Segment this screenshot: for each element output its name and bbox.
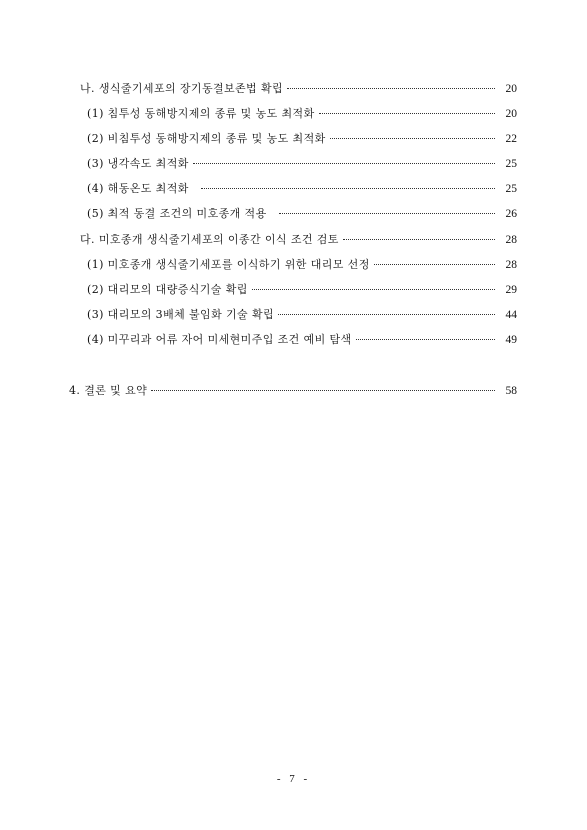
toc-entry-label: 4. 결론 및 요약	[69, 384, 148, 397]
toc-dot-leader	[287, 88, 495, 89]
toc-dot-leader	[151, 390, 495, 391]
toc-entry-page: 58	[505, 385, 517, 397]
toc-entry-section-da	[80, 231, 517, 249]
toc-entry-page: 20	[505, 108, 517, 120]
toc-entry-page: 49	[505, 334, 517, 346]
toc-entry-subsection	[87, 180, 517, 198]
toc-entry-subsection	[87, 105, 517, 123]
toc-entry-label: (4) 미꾸리과 어류 자어 미세현미주입 조건 예비 탐색	[87, 333, 352, 346]
toc-entry-page: 25	[505, 158, 517, 170]
toc-entry-page: 25	[505, 183, 517, 195]
toc-entry-page: 28	[505, 234, 517, 246]
toc-dot-leader	[279, 213, 495, 214]
toc-entry-chapter-4	[69, 382, 517, 400]
toc-dot-leader	[278, 314, 495, 315]
toc-entry-page: 28	[505, 259, 517, 271]
toc-entry-page: 44	[505, 309, 517, 321]
toc-dot-leader	[343, 239, 495, 240]
toc-dot-leader	[374, 264, 495, 265]
toc-dot-leader	[330, 138, 495, 139]
toc-dot-leader	[201, 188, 495, 189]
toc-entry-label: (2) 대리모의 대량증식기술 확립	[87, 283, 248, 296]
toc-entry-page: 20	[505, 83, 517, 95]
toc-entry-subsection	[87, 256, 517, 274]
toc-dot-leader	[356, 339, 495, 340]
toc-entry-label: 나. 생식줄기세포의 장기동결보존법 확립	[80, 82, 284, 95]
toc-entry-subsection	[87, 306, 517, 324]
toc-dot-leader	[193, 163, 495, 164]
toc-entry-subsection	[87, 331, 517, 349]
toc-entry-label: (3) 대리모의 3배체 불임화 기술 확립	[87, 308, 274, 321]
page-number: - 7 -	[276, 773, 311, 785]
toc-entry-label: (4) 해동온도 최적화	[87, 182, 189, 195]
toc-entry-label: (5) 최적 동결 조건의 미호종개 적용	[87, 207, 267, 220]
toc-entry-subsection	[87, 155, 517, 173]
toc-dot-leader	[319, 113, 495, 114]
toc-entry-page: 22	[505, 133, 517, 145]
toc-entry-label: (3) 냉각속도 최적화	[87, 157, 189, 170]
toc-entry-subsection	[87, 130, 517, 148]
toc-entry-page: 26	[505, 208, 517, 220]
toc-dot-leader	[252, 289, 495, 290]
toc-entry-subsection	[87, 205, 517, 223]
toc-entry-label: (1) 미호종개 생식줄기세포를 이식하기 위한 대리모 선정	[87, 258, 370, 271]
toc-entry-label: 다. 미호종개 생식줄기세포의 이종간 이식 조건 검토	[80, 233, 339, 246]
toc-entry-page: 29	[505, 284, 517, 296]
toc-entry-section-na	[80, 80, 517, 98]
toc-entry-label: (2) 비침투성 동해방지제의 종류 및 농도 최적화	[87, 132, 326, 145]
toc-entry-label: (1) 침투성 동해방지제의 종류 및 농도 최적화	[87, 107, 315, 120]
toc-entry-subsection	[87, 281, 517, 299]
